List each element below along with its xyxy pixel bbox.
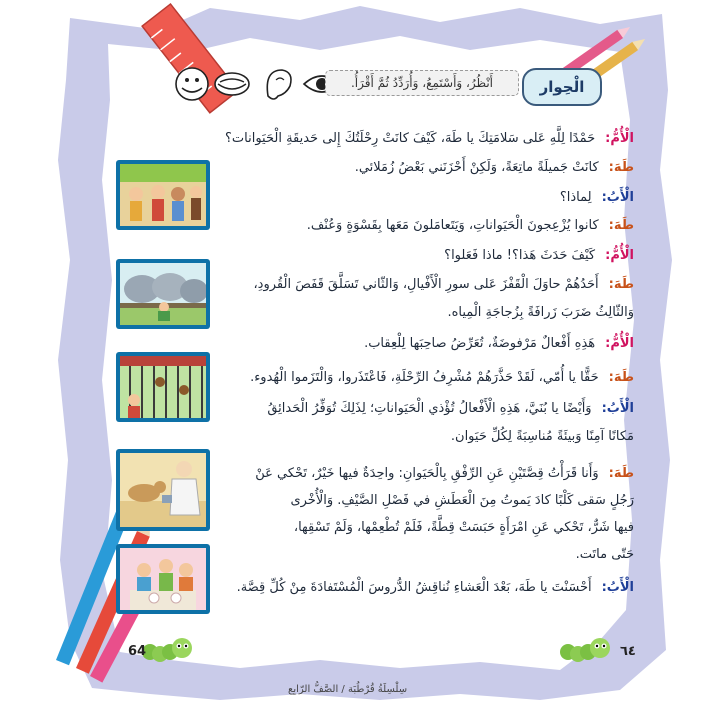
speaker-taha: طَهَ: xyxy=(608,466,634,481)
monkey-cage-illustration xyxy=(116,352,210,422)
family-dinner-illustration xyxy=(116,544,210,614)
line-text: وَأَيْضًا يا بُنَيَّ، هَذِهِ الْأَفْعالُ تُؤْذي الْحَيَواناتِ؛ لِذَلِكَ تُوَفِّرُ الْحَدائِقُ xyxy=(267,401,592,416)
dialogue-line-1 xyxy=(225,129,634,149)
speaker-taha: طَهَ: xyxy=(608,160,634,175)
dialogue-line-3 xyxy=(560,188,634,208)
dialogue-line-10d xyxy=(576,545,634,565)
speaker-mom: الْأُمُّ: xyxy=(605,336,634,351)
line-text: كانوا يُزْعِجونَ الْحَيَواناتِ، وَيَتَعامَلونَ مَعَها بِقَسْوَةٍ وَعُنْف. xyxy=(306,218,599,233)
dialogue-line-9 xyxy=(267,399,634,419)
zoo-visitors-illustration xyxy=(116,160,210,230)
dialogue-line-9b xyxy=(451,427,634,447)
line-text: أَحْسَنْتَ يا طَهَ، بَعْدَ الْعَشاءِ نُناقِشُ الدُّروسَ الْمُسْتَفادَةَ مِنْ كُلِّ قِصَّة. xyxy=(236,580,592,595)
line-text: كانَتْ جَميلَةً ماتِعَةً، وَلَكِنْ أَحْزَنَني بَعْضُ زُمَلائي. xyxy=(354,160,599,175)
ear-icon xyxy=(267,70,291,99)
dialogue-line-11 xyxy=(237,578,634,598)
speaker-dad: الْأَبُ: xyxy=(601,580,634,595)
speaker-mom: الْأُمُّ: xyxy=(605,248,634,263)
dialogue-line-10c xyxy=(294,518,634,538)
dialogue-line-10 xyxy=(255,464,634,484)
line-text: حَمْدًا لِلَّهِ عَلى سَلامَتِكَ يا طَهَ، كَيْفَ كانَتْ رِحْلَتُكَ إِلى حَديقَةِ الْحَيَوانات؟ xyxy=(225,131,596,146)
line-text: رَجُلٍ سَقى كَلْبًا كادَ يَموتُ مِنَ الْعَطَشِ في فَصْلِ الصَّيْفِ. وَالْأُخْرى xyxy=(290,493,634,508)
speaker-dad: الْأَبُ: xyxy=(601,190,634,205)
dialogue-line-5 xyxy=(444,246,634,266)
speaker-dad: الْأَبُ: xyxy=(601,401,634,416)
dialogue-line-7 xyxy=(364,334,634,354)
dialogue-line-8 xyxy=(250,368,634,388)
speaker-taha: طَهَ: xyxy=(608,277,634,292)
dialogue-line-2 xyxy=(355,158,634,178)
mouth-talking-icon xyxy=(176,68,208,100)
line-text: فيها شَرٌّ، تَحْكي عَنِ امْرَأَةٍ حَبَسَتْ قِطَّةً، فَلَمْ تُطْعِمْها، وَلَمْ تَسْقِها، xyxy=(293,520,634,535)
dialogue-line-10b xyxy=(290,491,634,511)
speaker-mom: الْأُمُّ: xyxy=(605,131,634,146)
man-giving-water-to-dog-illustration xyxy=(116,449,210,531)
line-text: حَقًّا يا أُمّي، لَقَدْ حَذَّرَهُمْ مُشْرِفُ الرِّحْلَةِ، فَاعْتَذَروا، وَالْتَزَموا الْهُدوء. xyxy=(250,370,599,385)
page-number-left: 64 xyxy=(128,644,147,659)
dialogue-line-6b xyxy=(447,303,634,323)
line-text: هَذِهِ أَفْعالٌ مَرْفوضَةٌ، تُعَرِّضُ صاحِبَها لِلْعِقاب. xyxy=(364,336,596,351)
line-text: مَكانًا آمِنًا وَبيئَةً مُناسِبَةً لِكُلِّ حَيَوان. xyxy=(450,429,634,444)
line-text: أَحَدُهُمْ حاوَلَ الْقَفْزَ عَلى سورِ الْأَفْيالِ، وَالثّاني تَسَلَّقَ قَفَصَ الْقُرودِ، xyxy=(253,277,599,292)
line-text: لِماذا؟ xyxy=(559,190,592,205)
instruction-banner: أَنْظُرُ، وَأَسْتَمِعُ، وَأُرَدِّدُ ثُمَّ أَقْرَأُ. xyxy=(325,70,519,96)
dialogue-line-4 xyxy=(307,216,634,236)
page-number-right: ٦٤ xyxy=(620,644,636,659)
mouth-icon xyxy=(215,73,249,95)
line-text: حَتّى ماتَت. xyxy=(575,547,634,562)
section-title: الْحِوار xyxy=(522,68,602,106)
line-text: كَيْفَ حَدَثَ هَذا؟! ماذا فَعَلوا؟ xyxy=(444,248,596,263)
dialogue-line-6 xyxy=(253,275,634,295)
footer-series: سِلْسِلَةُ قُرْطُبَة / الصَّفُّ الرّابِع xyxy=(288,684,408,695)
line-text: وَالثّالِثُ ضَرَبَ زَرافَةً بِزُجاجَةِ الْمِياه. xyxy=(447,305,634,320)
speaker-taha: طَهَ: xyxy=(608,370,634,385)
line-text: وَأَنا قَرَأْتُ قِصَّتَيْنِ عَنِ الرِّفْقِ بِالْحَيَوانِ: واحِدَةٌ فيها خَيْرٌ، تَحْكي عَنْ xyxy=(255,466,599,481)
elephants-illustration xyxy=(116,259,210,329)
speaker-taha: طَهَ: xyxy=(608,218,634,233)
